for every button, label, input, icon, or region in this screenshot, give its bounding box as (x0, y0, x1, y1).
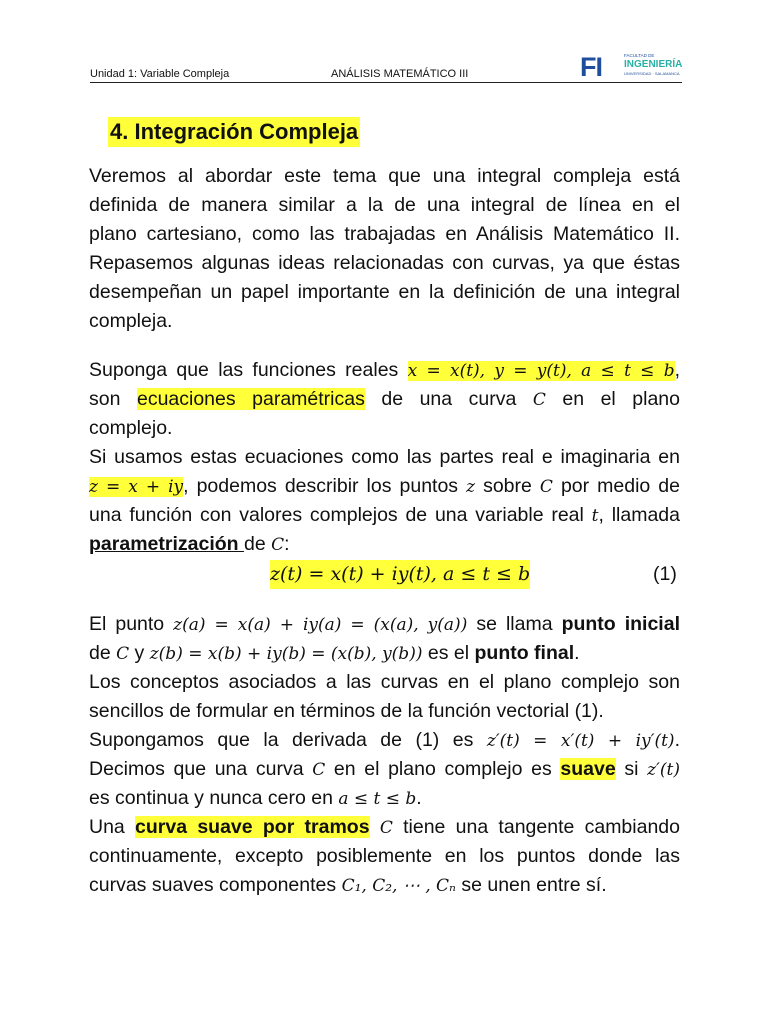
text: : (284, 533, 290, 555)
text-line (89, 813, 680, 842)
text-line: complejo. (89, 417, 173, 439)
header-unit: Unidad 1: Variable Compleja (90, 68, 230, 80)
math-symbol: z′(t) (647, 760, 681, 780)
equation-1: z(t) = x(t) + iy(t), a ≤ t ≤ b (270, 560, 530, 589)
highlight-parametric-equations: ecuaciones paramétricas (136, 388, 365, 410)
text: en el plano (545, 388, 680, 410)
text-line (89, 356, 680, 385)
text: es el (422, 642, 475, 664)
math-final-point: z(b) = x(b) + iy(b) = (x(b), y(b)) (149, 644, 423, 664)
faculty-logo (580, 50, 682, 80)
text-line: compleja. (89, 310, 173, 332)
text: es continua y nunca cero en (89, 787, 339, 809)
text: . (674, 729, 680, 751)
text: Decimos que una curva (89, 758, 313, 780)
text: Supongamos que la derivada de (1) es (89, 729, 487, 751)
text-line: Los conceptos asociados a las curvas en el plano complejo son (89, 671, 680, 693)
text: El punto (89, 613, 174, 635)
math-initial-point: z(a) = x(a) + iy(a) = (x(a), y(a)) (173, 615, 468, 635)
text: son (89, 388, 137, 410)
text-line: plano cartesiano, como las trabajadas en Análisis Matemático II. (89, 223, 680, 245)
math-symbol: C (271, 535, 285, 555)
text: sobre (475, 475, 540, 497)
text-line (89, 530, 680, 559)
text: si (615, 758, 648, 780)
text: una función con valores complejos de una variable real (89, 504, 592, 526)
math-symbol: C (312, 760, 326, 780)
text: de (89, 642, 117, 664)
text: Una (89, 816, 136, 838)
text: Suponga que las funciones reales (89, 359, 408, 381)
math-parametric-eq: x = x(t), y = y(t), a ≤ t ≤ b (407, 361, 675, 381)
math-interval: a ≤ t ≤ b (338, 789, 417, 809)
math-symbol: C (116, 644, 130, 664)
text-line: desempeñan un papel importante en la definición de una integral (89, 281, 680, 303)
math-derivative: z′(t) = x′(t) + iy′(t) (486, 731, 675, 751)
text (370, 816, 380, 838)
paragraph-curves (89, 610, 680, 900)
text-line: definida de manera similar a la de una integral de línea en el (89, 194, 680, 216)
logo-sub-text: UNIVERSIDAD · SALAMANCA (624, 71, 680, 76)
math-symbol: t (591, 506, 599, 526)
text: de una curva (364, 388, 533, 410)
logo-big-text: INGENIERÍA (624, 59, 683, 70)
logo-mark: FI (580, 52, 602, 82)
bold-initial-point: punto inicial (561, 613, 680, 635)
bold-final-point: punto final (474, 642, 575, 664)
text-line: Repasemos algunas ideas relacionadas con curvas, ya que éstas (89, 252, 680, 274)
math-symbol: C (532, 390, 546, 410)
text-line: Si usamos estas ecuaciones como las partes real e imaginaria en (89, 446, 680, 468)
text-line (89, 784, 680, 813)
text: . (416, 787, 422, 809)
section-title: 4. Integración Compleja (108, 117, 360, 147)
text-line (89, 871, 680, 900)
text-line (89, 726, 680, 755)
math-symbol: z (466, 477, 476, 497)
text: de (243, 533, 272, 555)
text-line (89, 385, 680, 414)
text-line (89, 501, 680, 530)
text: , (674, 359, 681, 381)
math-symbol: C (539, 477, 553, 497)
logo-small-text: FACULTAD DE (624, 53, 655, 58)
text-line (89, 610, 680, 639)
text-line (89, 472, 680, 501)
math-symbol: C (379, 818, 393, 838)
header-divider (90, 82, 682, 83)
text-line: continuamente, excepto posiblemente en los puntos donde las (89, 845, 680, 867)
text: se unen entre sí. (455, 874, 607, 896)
text: , podemos describir los puntos (183, 475, 467, 497)
text-line (89, 755, 680, 784)
text: se llama (467, 613, 562, 635)
text-line: Veremos al abordar este tema que una integral compleja está (89, 165, 680, 187)
text: , llamada (598, 504, 680, 526)
text: . (574, 642, 580, 664)
paragraph-parametric (89, 356, 680, 559)
highlight-smooth: suave (560, 758, 616, 780)
text-line: sencillos de formular en términos de la función vectorial (1). (89, 700, 604, 722)
text: y (129, 642, 150, 664)
text: por medio de (552, 475, 680, 497)
text: tiene una tangente cambiando (392, 816, 680, 838)
bold-parametrization: parametrización (89, 533, 244, 555)
paragraph-intro (89, 162, 680, 336)
equation-number: (1) (653, 563, 677, 585)
text: en el plano complejo es (325, 758, 561, 780)
highlight-piecewise-smooth: curva suave por tramos (135, 816, 370, 838)
header-course: ANÁLISIS MATEMÁTICO III (331, 68, 469, 80)
text: curvas suaves componentes (89, 874, 342, 896)
math-components: C₁, C₂, ⋯ , Cₙ (341, 876, 456, 896)
text-line (89, 639, 680, 668)
math-z-def: z = x + iy (89, 477, 184, 497)
